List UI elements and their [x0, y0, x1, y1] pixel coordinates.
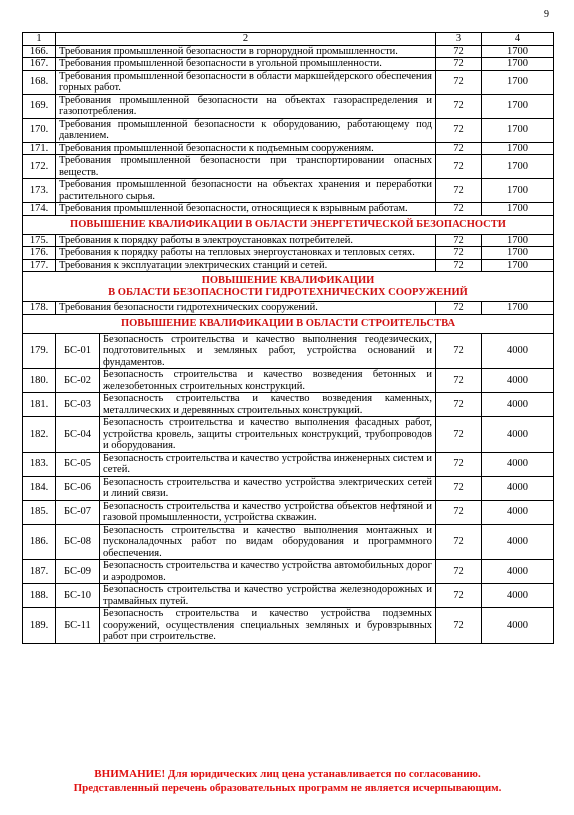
hours: 72 [436, 524, 482, 560]
note-line: Представленный перечень образовательных программ не является исчерпывающим. [73, 781, 502, 794]
hours: 72 [436, 452, 482, 476]
price: 4000 [482, 333, 554, 369]
program-title: Требования промышленной безопасности в горнорудной промышленности. [56, 45, 436, 58]
program-title: Требования промышленной безопасности к подъемным сооружениям. [56, 142, 436, 155]
hours: 72 [436, 584, 482, 608]
row-number: 168. [23, 70, 56, 94]
section-heading-line: ПОВЫШЕНИЕ КВАЛИФИКАЦИИ [201, 275, 375, 286]
row-number: 175. [23, 234, 56, 247]
row-number: 186. [23, 524, 56, 560]
program-code: БС-02 [56, 369, 100, 393]
program-code: БС-09 [56, 560, 100, 584]
hours: 72 [436, 58, 482, 71]
section-heading-line: ПОВЫШЕНИЕ КВАЛИФИКАЦИИ В ОБЛАСТИ СТРОИТЕЛЬСТВА [120, 317, 456, 329]
row-number: 183. [23, 452, 56, 476]
table-row [23, 247, 554, 260]
table-row [23, 333, 554, 369]
row-number: 189. [23, 608, 56, 644]
price: 1700 [482, 45, 554, 58]
note-line: ВНИМАНИЕ! Для юридических лиц цена устанавливается по согласованию. [94, 768, 481, 780]
program-title: Безопасность строительства и качество устройства объектов нефтяной и газовой промышленности, устройства скважин. [100, 500, 436, 524]
hours: 72 [436, 560, 482, 584]
program-code: БС-10 [56, 584, 100, 608]
price: 4000 [482, 560, 554, 584]
program-title: Безопасность строительства и качество устройства электрических сетей и линий связи. [100, 476, 436, 500]
table-row [23, 302, 554, 315]
program-code: БС-01 [56, 333, 100, 369]
program-title: Требования промышленной безопасности к оборудованию, работающему под давлением. [56, 118, 436, 142]
hours: 72 [436, 259, 482, 272]
price: 1700 [482, 118, 554, 142]
hours: 72 [436, 142, 482, 155]
page-number: 9 [544, 9, 549, 20]
table-row [23, 118, 554, 142]
row-number: 185. [23, 500, 56, 524]
table-row [23, 524, 554, 560]
hours: 72 [436, 302, 482, 315]
row-number: 188. [23, 584, 56, 608]
price: 1700 [482, 247, 554, 260]
hours: 72 [436, 393, 482, 417]
table-row [23, 560, 554, 584]
table-row [23, 203, 554, 216]
hours: 72 [436, 608, 482, 644]
price: 1700 [482, 259, 554, 272]
row-number: 173. [23, 179, 56, 203]
program-code: БС-07 [56, 500, 100, 524]
hours: 72 [436, 417, 482, 453]
row-number: 172. [23, 155, 56, 179]
hours: 72 [436, 70, 482, 94]
row-number: 176. [23, 247, 56, 260]
table-row [23, 58, 554, 71]
hours: 72 [436, 234, 482, 247]
program-title: Требования промышленной безопасности при транспортировании опасных веществ. [56, 155, 436, 179]
price: 1700 [482, 70, 554, 94]
hours: 72 [436, 94, 482, 118]
hours: 72 [436, 247, 482, 260]
table-row [23, 393, 554, 417]
program-title: Требования промышленной безопасности на объектах хранения и переработки растительного сырья. [56, 179, 436, 203]
row-number: 171. [23, 142, 56, 155]
price: 4000 [482, 417, 554, 453]
attention-note [22, 768, 553, 795]
program-title: Безопасность строительства и качество устройства инженерных систем и сетей. [100, 452, 436, 476]
hours: 72 [436, 155, 482, 179]
price: 4000 [482, 500, 554, 524]
table-row [23, 70, 554, 94]
row-number: 167. [23, 58, 56, 71]
table-row [23, 452, 554, 476]
section-heading-line: ПОВЫШЕНИЕ КВАЛИФИКАЦИИ В ОБЛАСТИ ЭНЕРГЕТИЧЕСКОЙ БЕЗОПАСНОСТИ [70, 218, 506, 230]
program-title: Требования к порядку работы на тепловых энергоустановках и тепловых сетях. [56, 247, 436, 260]
price: 1700 [482, 142, 554, 155]
table-row [23, 500, 554, 524]
program-title: Безопасность строительства и качество выполнения фасадных работ, устройства кровель, защиты строительных конструкций, трубопроводов и оборудования. [100, 417, 436, 453]
program-title: Требования к эксплуатации электрических станций и сетей. [56, 259, 436, 272]
price: 1700 [482, 179, 554, 203]
program-code: БС-04 [56, 417, 100, 453]
section-heading [23, 314, 554, 333]
section-heading-row [23, 215, 554, 234]
price: 4000 [482, 608, 554, 644]
program-title: Требования безопасности гидротехнических сооружений. [56, 302, 436, 315]
programs-table [22, 32, 554, 644]
table-row [23, 584, 554, 608]
table-row [23, 155, 554, 179]
row-number: 177. [23, 259, 56, 272]
program-code: БС-11 [56, 608, 100, 644]
program-title: Требования к порядку работы в электроустановках потребителей. [56, 234, 436, 247]
row-number: 169. [23, 94, 56, 118]
row-number: 178. [23, 302, 56, 315]
hours: 72 [436, 179, 482, 203]
hours: 72 [436, 369, 482, 393]
table-row [23, 234, 554, 247]
row-number: 187. [23, 560, 56, 584]
header-col-2: 2 [56, 33, 436, 46]
price: 1700 [482, 203, 554, 216]
program-title: Требования промышленной безопасности в области маркшейдерского обеспечения горных работ. [56, 70, 436, 94]
hours: 72 [436, 476, 482, 500]
header-col-3: 3 [436, 33, 482, 46]
program-title: Требования промышленной безопасности в угольной промышленности. [56, 58, 436, 71]
price: 1700 [482, 155, 554, 179]
program-title: Безопасность строительства и качество выполнения монтажных и пусконаладочных работ по видам оборудования и программного обеспечения. [100, 524, 436, 560]
row-number: 179. [23, 333, 56, 369]
hours: 72 [436, 203, 482, 216]
hours: 72 [436, 118, 482, 142]
table-row [23, 369, 554, 393]
program-code: БС-06 [56, 476, 100, 500]
program-title: Безопасность строительства и качество возведения бетонных и железобетонных строительных конструкций. [100, 369, 436, 393]
program-title: Безопасность строительства и качество возведения каменных, металлических и деревянных строительных конструкций. [100, 393, 436, 417]
price: 4000 [482, 476, 554, 500]
price: 1700 [482, 58, 554, 71]
header-row [23, 33, 554, 46]
table-row [23, 179, 554, 203]
header-col-1: 1 [23, 33, 56, 46]
row-number: 174. [23, 203, 56, 216]
section-heading [23, 215, 554, 234]
program-title: Безопасность строительства и качество выполнения геодезических, подготовительных и земляных работ, устройства оснований и фундаментов. [100, 333, 436, 369]
program-title: Безопасность строительства и качество устройства подземных сооружений, осуществления специальных земляных и буровзрывных работ при строительстве. [100, 608, 436, 644]
row-number: 170. [23, 118, 56, 142]
table-row [23, 608, 554, 644]
table-row [23, 259, 554, 272]
section-heading-line: В ОБЛАСТИ БЕЗОПАСНОСТИ ГИДРОТЕХНИЧЕСКИХ СООРУЖЕНИЙ [108, 286, 468, 298]
price: 1700 [482, 234, 554, 247]
price: 1700 [482, 302, 554, 315]
section-heading-row [23, 314, 554, 333]
program-title: Безопасность строительства и качество устройства железнодорожных и трамвайных путей. [100, 584, 436, 608]
program-title: Требования промышленной безопасности, относящиеся к взрывным работам. [56, 203, 436, 216]
row-number: 166. [23, 45, 56, 58]
program-title: Требования промышленной безопасности на объектах газораспределения и газопотребления. [56, 94, 436, 118]
table-row [23, 476, 554, 500]
price: 4000 [482, 393, 554, 417]
hours: 72 [436, 333, 482, 369]
program-code: БС-08 [56, 524, 100, 560]
price: 4000 [482, 524, 554, 560]
price: 4000 [482, 369, 554, 393]
program-code: БС-03 [56, 393, 100, 417]
price: 1700 [482, 94, 554, 118]
row-number: 181. [23, 393, 56, 417]
table-row [23, 45, 554, 58]
section-heading [23, 272, 554, 302]
program-title: Безопасность строительства и качество устройства автомобильных дорог и аэродромов. [100, 560, 436, 584]
header-col-4: 4 [482, 33, 554, 46]
section-heading-row [23, 272, 554, 302]
row-number: 184. [23, 476, 56, 500]
row-number: 182. [23, 417, 56, 453]
table-row [23, 417, 554, 453]
hours: 72 [436, 500, 482, 524]
price: 4000 [482, 584, 554, 608]
table-row [23, 142, 554, 155]
row-number: 180. [23, 369, 56, 393]
hours: 72 [436, 45, 482, 58]
table-row [23, 94, 554, 118]
price: 4000 [482, 452, 554, 476]
program-code: БС-05 [56, 452, 100, 476]
